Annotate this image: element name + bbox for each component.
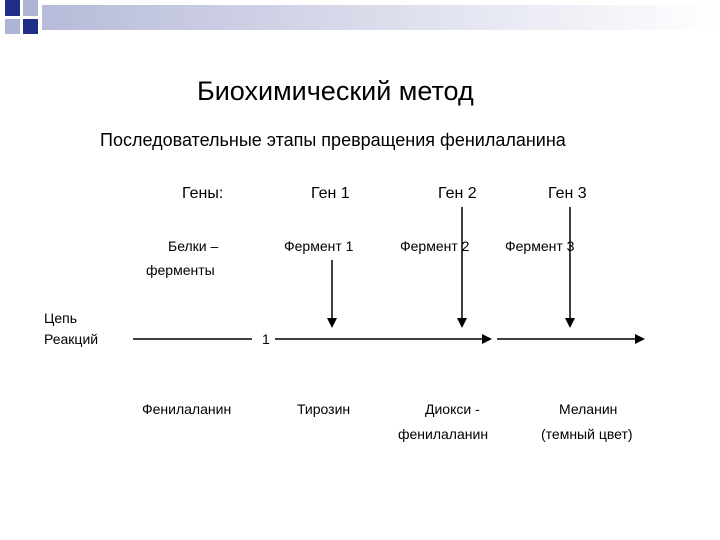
substance-melanin-line2: (темный цвет) [541, 426, 633, 442]
gene-1-label: Ген 1 [311, 185, 350, 202]
substance-melanin-line1: Меланин [559, 401, 618, 417]
chain-label-line2: Реакций [44, 331, 99, 347]
substance-dopa-line2: фенилаланин [398, 426, 489, 442]
chain-break-mark: 1 [262, 331, 270, 347]
gene-3-label: Ген 3 [548, 185, 587, 202]
substance-phenylalanine: Фенилаланин [142, 401, 232, 417]
gene-2-label: Ген 2 [438, 185, 477, 202]
genes-row-label: Гены: [182, 185, 224, 202]
chain-label-line1: Цепь [44, 310, 78, 326]
enzyme-3-label: Фермент 3 [505, 238, 575, 254]
page-subtitle: Последовательные этапы превращения фенилаланина [100, 130, 566, 150]
page-title: Биохимический метод [197, 76, 474, 106]
enzyme-1-label: Фермент 1 [284, 238, 354, 254]
substance-tyrosine: Тирозин [297, 401, 351, 417]
enzymes-row-label-line2: ферменты [146, 262, 215, 278]
enzymes-row-label-line1: Белки – [168, 238, 219, 254]
enzyme-2-label: Фермент 2 [400, 238, 470, 254]
substance-dopa-line1: Диокси - [425, 401, 480, 417]
